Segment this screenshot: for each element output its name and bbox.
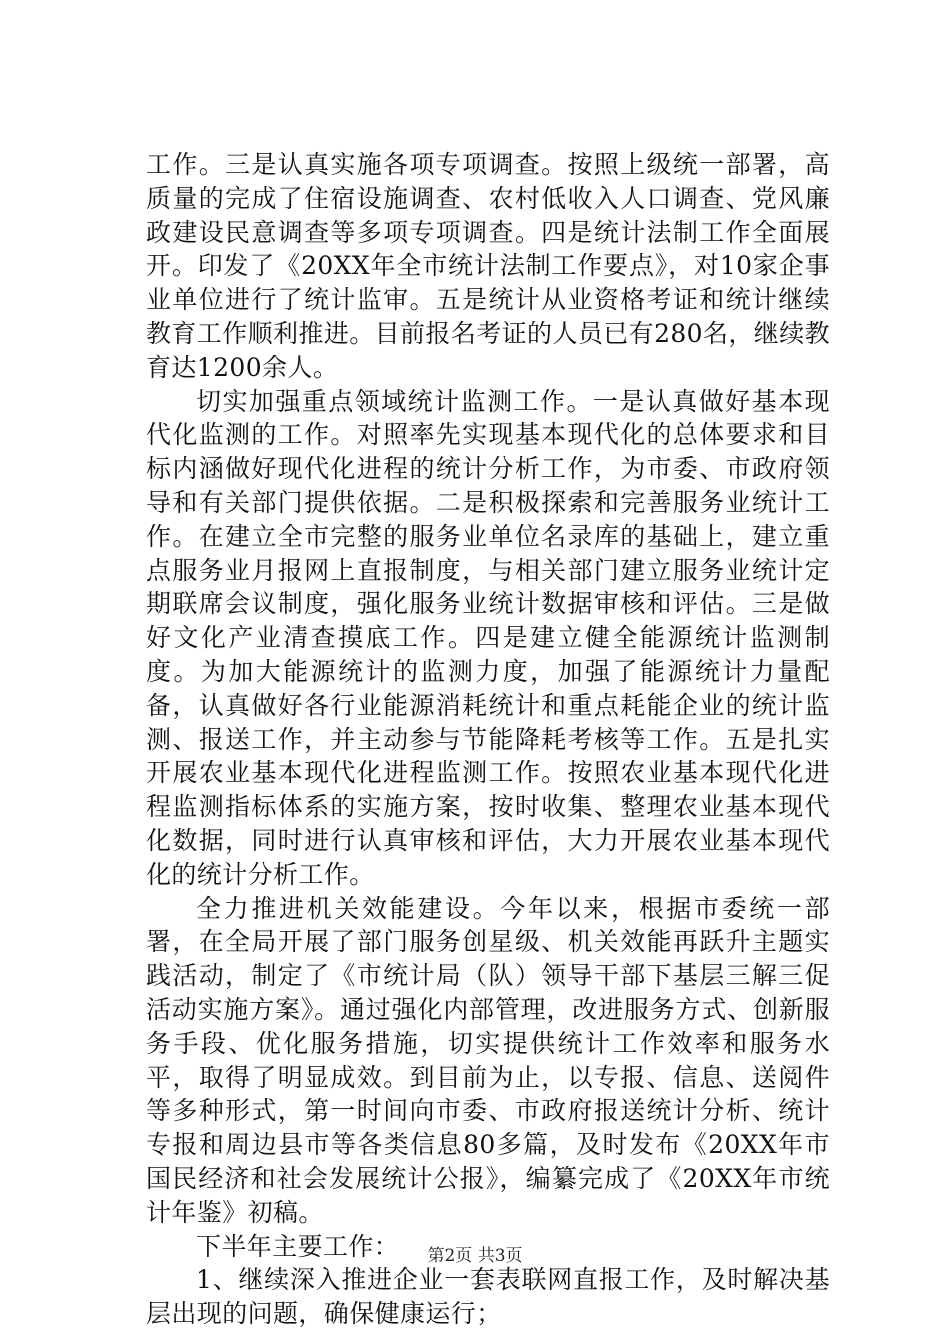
section-heading-second-half: 下半年主要工作： xyxy=(196,1231,400,1261)
document-body xyxy=(146,148,830,1331)
page-footer: 第2页 共3页 xyxy=(427,1246,523,1266)
paragraph-continuation: 工作。三是认真实施各项专项调查。按照上级统一部署，高质量的完成了住宿设施调查、农村低收入人口调查、党风廉政建设民意调查等多项专项调查。四是统计法制工作全面展开。印发了《20XX年全市统计法制工作要点》，对10家企事业单位进行了统计监审。五是统计从业资格考证和统计继续教育工作顺利推进。目前报名考证的人员已有280名，继续教育达1200余人。 xyxy=(146,150,830,382)
list-item-1: 1、继续深入推进企业一套表联网直报工作，及时解决基层出现的问题，确保健康运行； xyxy=(146,1265,830,1329)
paragraph-key-monitoring: 切实加强重点领域统计监测工作。一是认真做好基本现代化监测的工作。对照率先实现基本现代化的总体要求和目标内涵做好现代化进程的统计分析工作，为市委、市政府领导和有关部门提供依据。二是积极探索和完善服务业统计工作。在建立全市完整的服务业单位名录库的基础上，建立重点服务业月报网上直报制度，与相关部门建立服务业统计定期联席会议制度，强化服务业统计数据审核和评估。三是做好文化产业清查摸底工作。四是建立健全能源统计监测制度。为加大能源统计的监测力度，加强了能源统计力量配备，认真做好各行业能源消耗统计和重点耗能企业的统计监测、报送工作，并主动参与节能降耗考核等工作。五是扎实开展农业基本现代化进程监测工作。按照农业基本现代化进程监测指标体系的实施方案，按时收集、整理农业基本现代化数据，同时进行认真审核和评估，大力开展农业基本现代化的统计分析工作。 xyxy=(146,386,830,889)
paragraph-efficiency-building: 全力推进机关效能建设。今年以来，根据市委统一部署，在全局开展了部门服务创星级、机关效能再跃升主题实践活动，制定了《市统计局（队）领导干部下基层三解三促活动实施方案》。通过强化内部管理，改进服务方式、创新服务手段、优化服务措施，切实提供统计工作效率和服务水平，取得了明显成效。到目前为止，以专报、信息、送阅件等多种形式，第一时间向市委、市政府报送统计分析、统计专报和周边县市等各类信息80多篇，及时发布《20XX年市国民经济和社会发展统计公报》，编纂完成了《20XX年市统计年鉴》初稿。 xyxy=(146,893,830,1227)
